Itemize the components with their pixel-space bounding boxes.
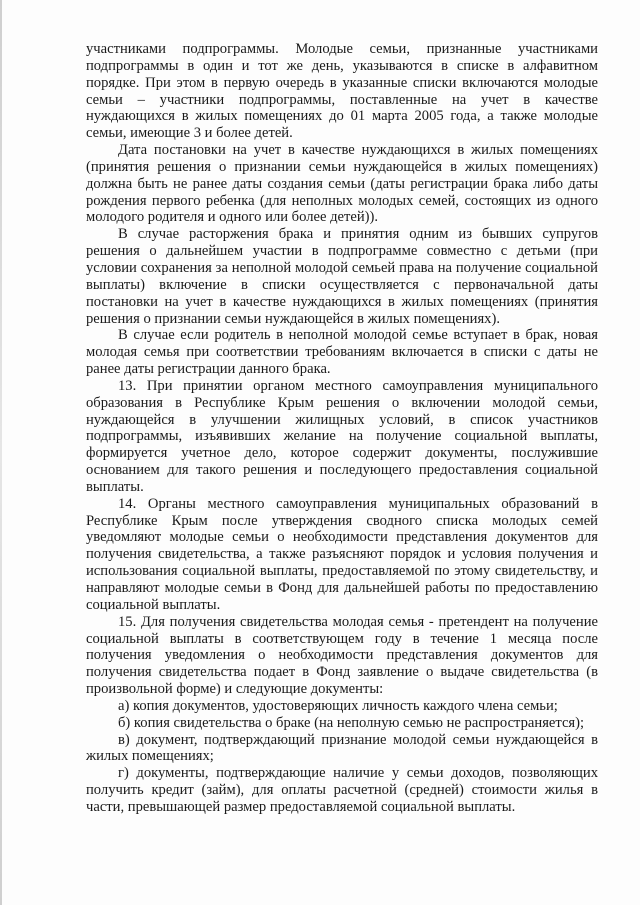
paragraph-registration-date: Дата постановки на учет в качестве нуждающихся в жилых помещениях (принятия решения о признании семьи нуждающейся в жилых помещениях) должна быть не ранее даты создания семьи (даты регистрации брака либо даты рождения первого ребенка (для неполных молодых семей, состоящих из одного молодого родителя и одного или более детей)). bbox=[86, 142, 598, 226]
document-body bbox=[86, 41, 598, 816]
paragraph-clause-13: 13. При принятии органом местного самоуправления муниципального образования в Республике Крым решения о включении молодой семьи, нуждающейся в улучшении жилищных условий, в список участников подпрограммы, изъявивших желание на получение социальной выплаты, формируется учетное дело, которое содержит документы, послужившие основанием для такого решения и последующего предоставления социальной выплаты. bbox=[86, 377, 598, 495]
list-item-b: б) копия свидетельства о браке (на неполную семью не распространяется); bbox=[118, 714, 585, 731]
paragraph-clause-15: 15. Для получения свидетельства молодая семья - претендент на получение социальной выплаты в соответствующем году в течение 1 месяца после получения уведомления о необходимости представления документов для получения свидетельства подает в Фонд заявление о выдаче свидетельства (в произвольной форме) и следующие документы: bbox=[86, 613, 598, 698]
scan-edge bbox=[0, 0, 2, 905]
paragraph-single-parent-marriage: В случае если родитель в неполной молодой семье вступает в брак, новая молодая семья при соответствии требованиям включается в списки с даты не ранее даты регистрации данного брака. bbox=[86, 327, 598, 378]
list-item-a: а) копия документов, удостоверяющих личность каждого члена семьи; bbox=[118, 697, 558, 714]
paragraph-divorce: В случае расторжения брака и принятия одним из бывших супругов решения о дальнейшем участии в подпрограмме совместно с детьми (при условии сохранения за неполной молодой семьей права на получение социальной выплаты) включение в списки осуществляется с первоначальной даты постановки на учет в качестве нуждающихся в жилых помещениях (принятия решения о признании семьи нуждающейся в жилых помещениях). bbox=[86, 226, 598, 327]
list-item-v: в) документ, подтверждающий признание молодой семьи нуждающейся в жилых помещениях; bbox=[86, 731, 598, 765]
paragraph-continuation: участниками подпрограммы. Молодые семьи, признанные участниками подпрограммы в один и тот же день, указываются в списке в алфавитном порядке. При этом в первую очередь в указанные списки включаются молодые семьи – участники подпрограммы, поставленные на учет в качестве нуждающихся в жилых помещениях до 01 марта 2005 года, а также молодые семьи, имеющие 3 и более детей. bbox=[86, 41, 598, 142]
list-item-g: г) документы, подтверждающие наличие у семьи доходов, позволяющих получить кредит (займ), для оплаты расчетной (средней) стоимости жилья в части, превышающей размер предоставляемой социальной выплаты. bbox=[86, 765, 598, 815]
paragraph-clause-14: 14. Органы местного самоуправления муниципальных образований в Республике Крым после утверждения сводного списка молодых семей уведомляют молодые семьи о необходимости представления документов для получения свидетельства, а также разъясняют порядок и условия получения и использования социальной выплаты, предоставляемой по этому свидетельству, и направляют молодые семьи в Фонд для дальнейшей работы по предоставлению социальной выплаты. bbox=[86, 495, 598, 613]
